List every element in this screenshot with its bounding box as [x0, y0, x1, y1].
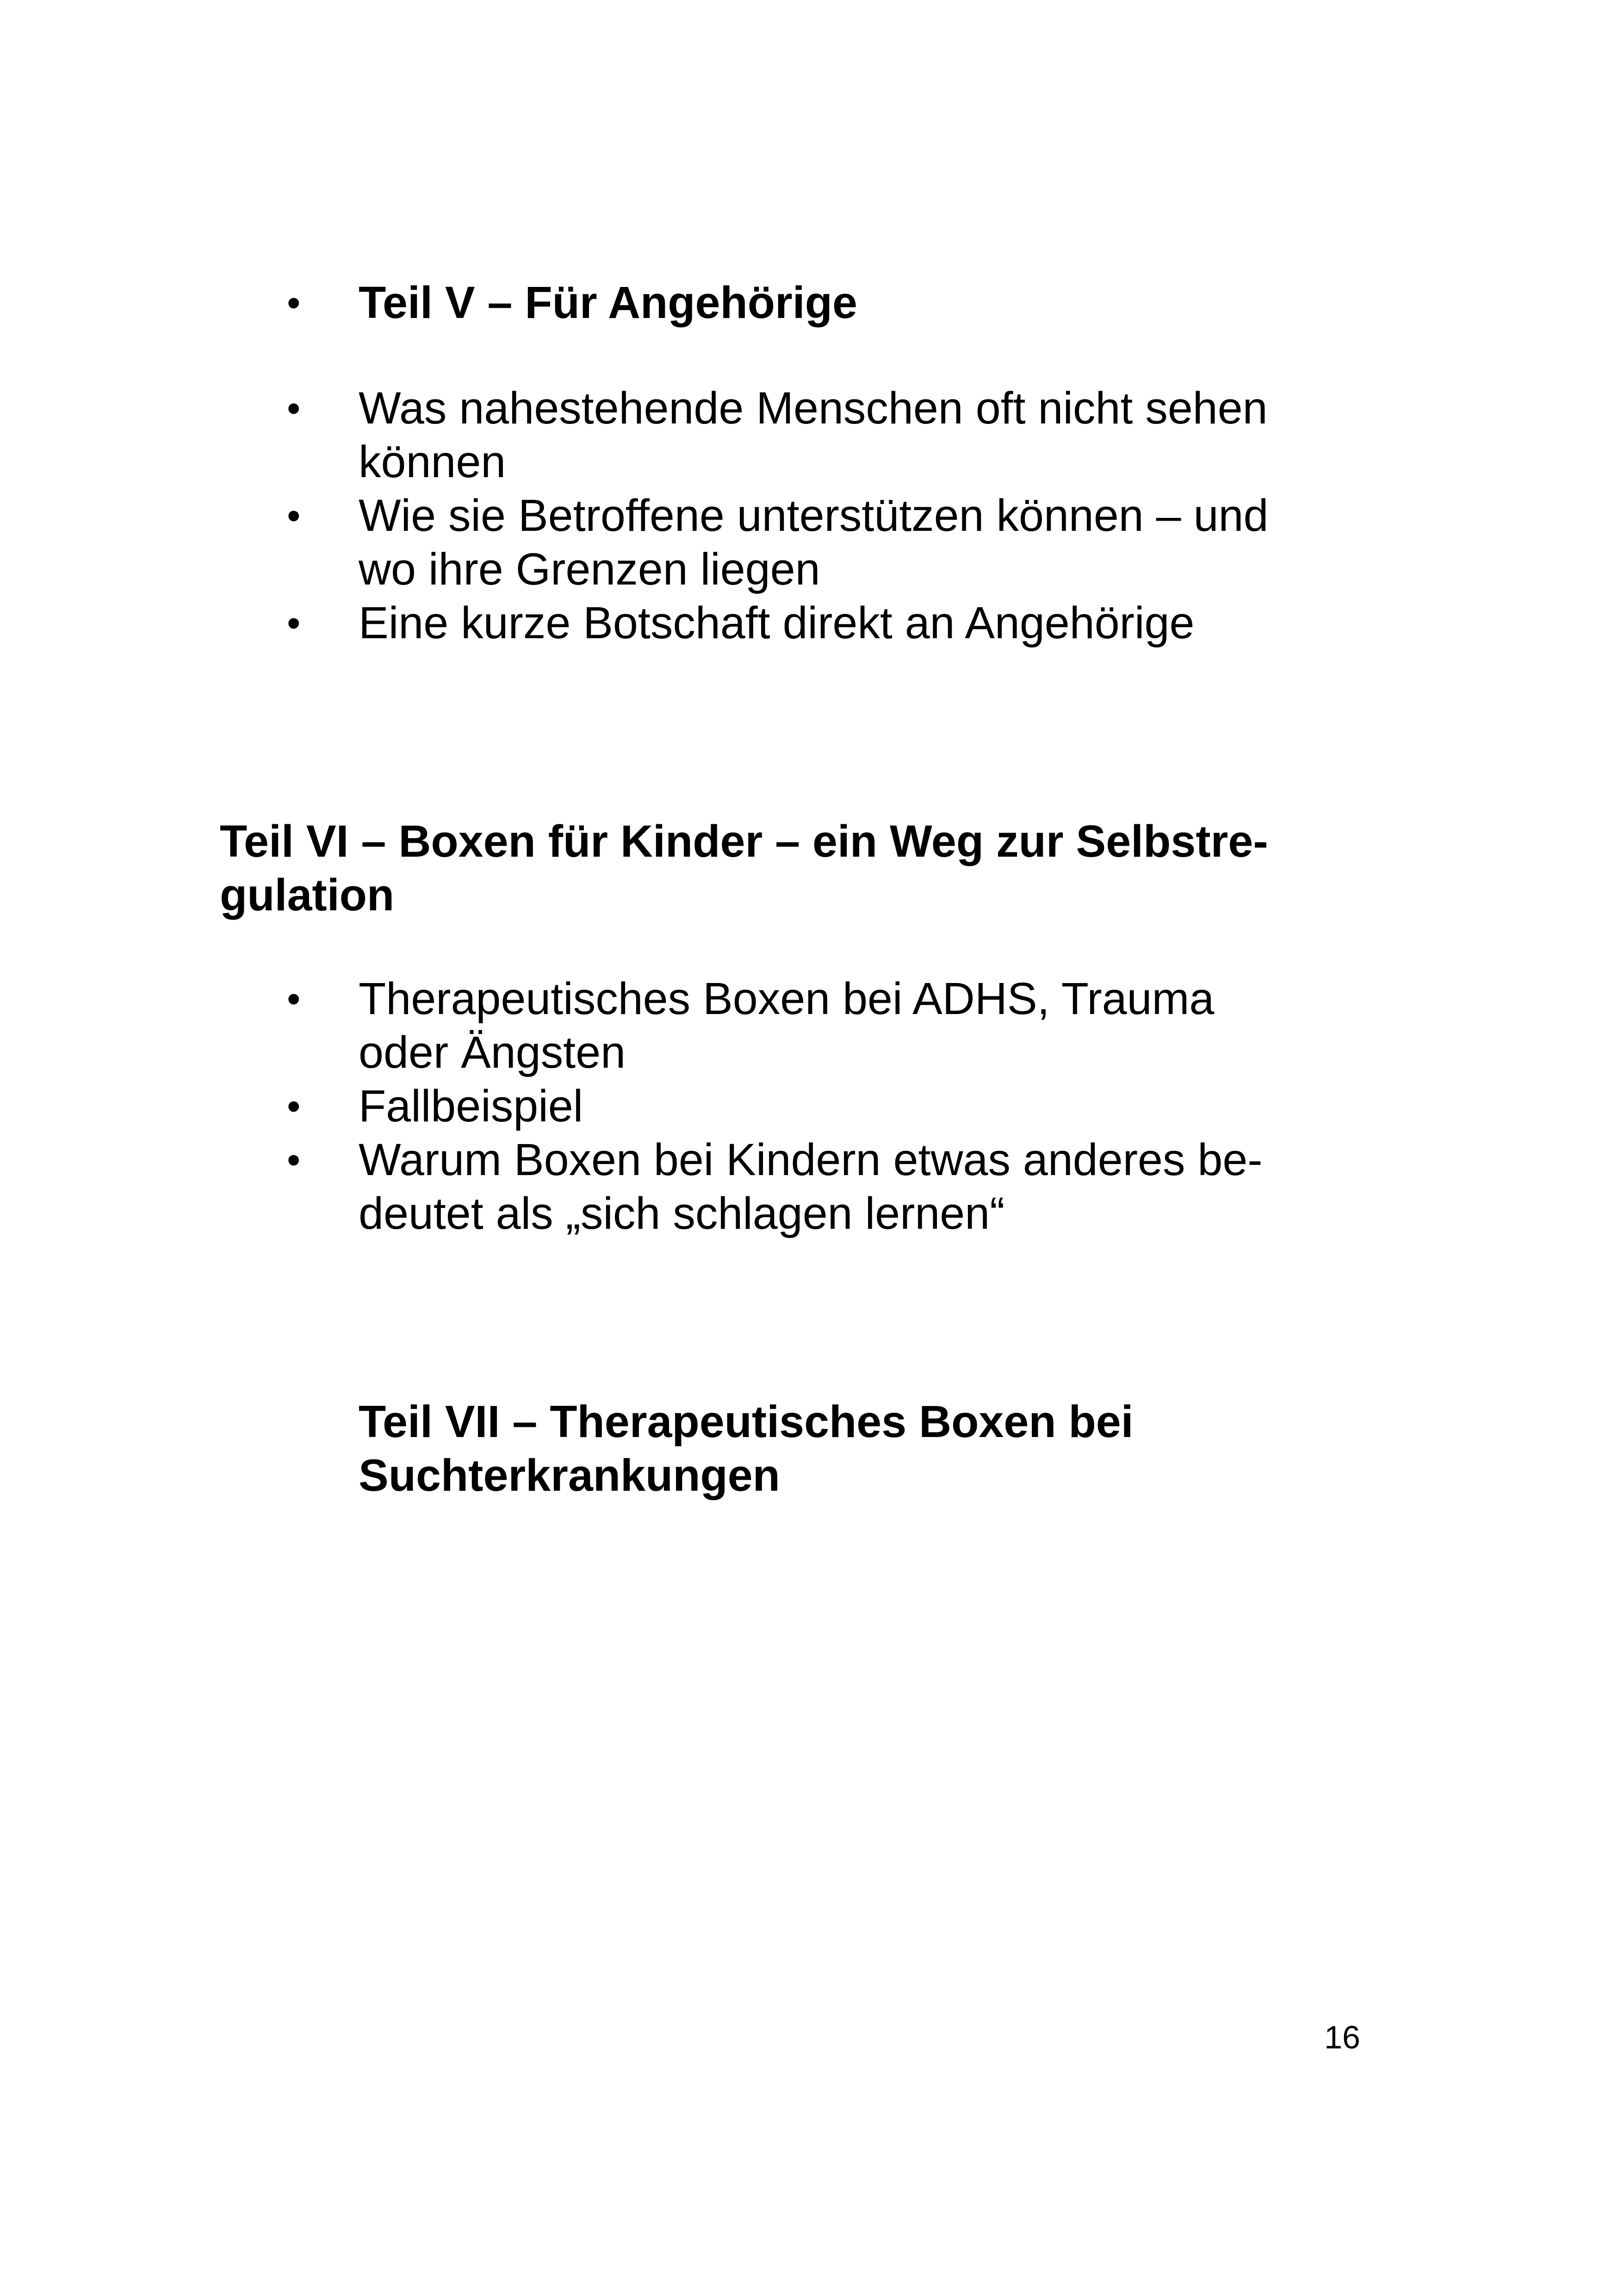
bullet-icon: •: [287, 281, 301, 324]
section-v-heading: Teil V – Für Angehörige: [359, 277, 857, 328]
section-vii-heading: Teil VII – Therapeutisches Boxen bei Suchterkrankungen: [359, 1396, 1134, 1500]
list-item-text: Fallbeispiel: [359, 1081, 583, 1131]
list-item-text: Warum Boxen bei Kindern etwas anderes be- deutet als „sich schlagen lernen“: [359, 1134, 1263, 1238]
list-item-text: Wie sie Betroffene unterstützen können – und wo ihre Grenzen liegen: [359, 490, 1269, 594]
bullet-icon: •: [287, 977, 301, 1020]
section-vi-heading: Teil VI – Boxen für Kinder – ein Weg zur Selbstre- gulation: [220, 816, 1268, 920]
list-item-text: Therapeutisches Boxen bei ADHS, Trauma oder Ängsten: [359, 973, 1215, 1077]
bullet-icon: •: [287, 386, 301, 430]
bullet-icon: •: [287, 601, 301, 645]
list-item-text: Was nahestehende Menschen oft nicht sehen können: [359, 383, 1268, 487]
bullet-icon: •: [287, 1138, 301, 1182]
list-item-text: Eine kurze Botschaft direkt an Angehörige: [359, 597, 1195, 648]
bullet-icon: •: [287, 1084, 301, 1128]
page-number: 16: [1324, 2019, 1360, 2055]
bullet-icon: •: [287, 494, 301, 537]
